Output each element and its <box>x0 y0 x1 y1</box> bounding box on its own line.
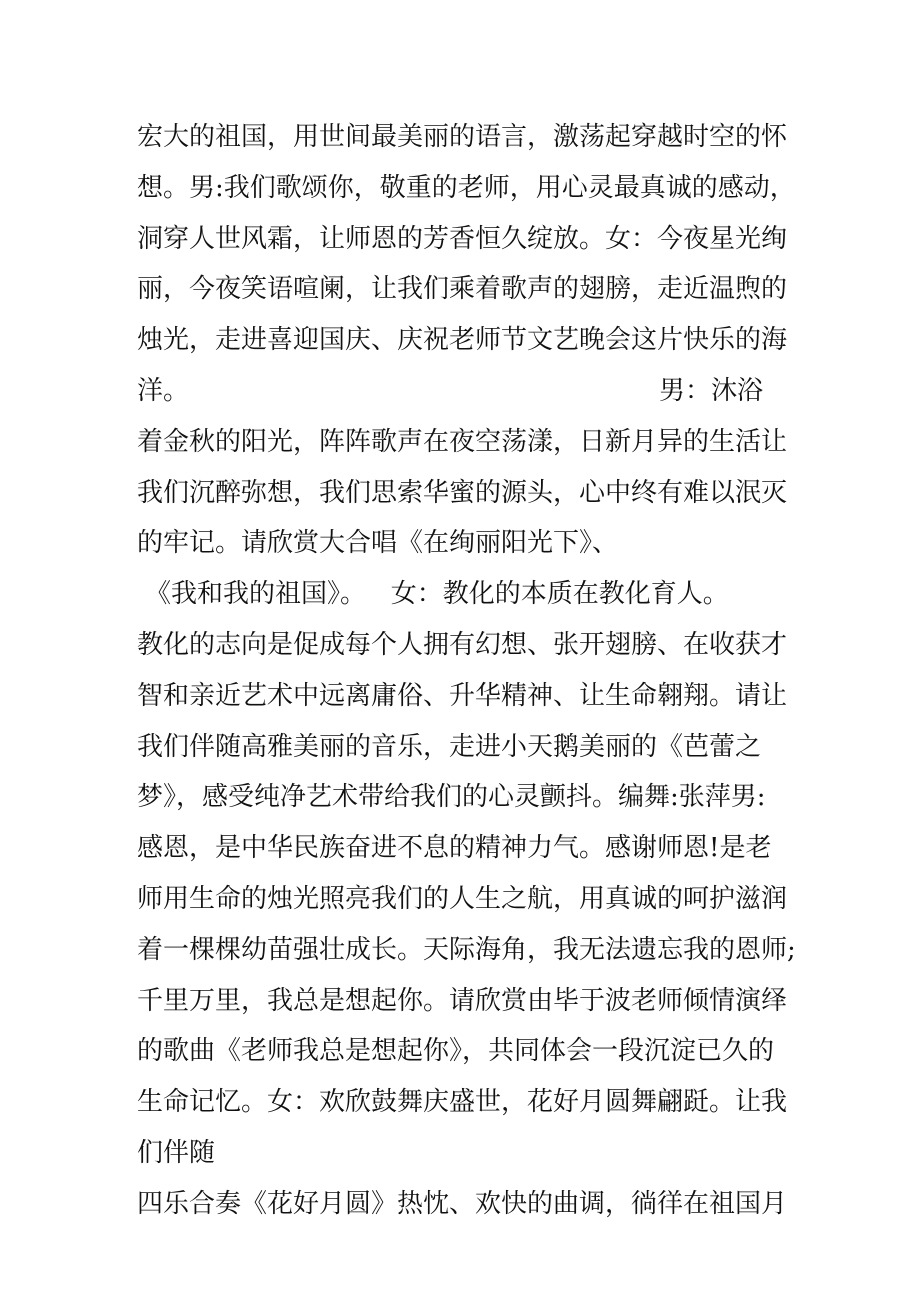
text-line-3: 洞穿人世风霜，让师恩的芳香恒久绽放。女：今夜星光绚 <box>137 223 788 254</box>
text-line-16: 师用生命的烛光照亮我们的人生之航，用真诚的呵护滋润 <box>137 883 788 914</box>
body-text <box>137 112 797 1230</box>
text-line-15: 感恩，是中华民族奋进不息的精神力气。感谢师恩!是老 <box>137 833 772 864</box>
text-line-11: 教化的志向是促成每个人拥有幻想、张开翅膀、在收获才 <box>137 629 788 660</box>
text-line-6 <box>137 366 797 417</box>
text-line-18: 千里万里，我总是想起你。请欣赏由毕于波老师倾情演绎 <box>137 985 788 1016</box>
text-line-8: 我们沉醉弥想，我们思索华蜜的源头，心中终有难以泯灭 <box>137 477 788 508</box>
text-line-10: 《我和我的祖国》。 女：教化的本质在教化育人。 <box>145 579 729 610</box>
text-line-2: 想。男:我们歌颂你，敬重的老师，用心灵最真诚的感动， <box>137 172 796 203</box>
text-line-6-left: 洋。 <box>137 375 190 406</box>
text-line-17: 着一棵棵幼苗强壮成长。天际海角，我无法遗忘我的恩师; <box>137 934 796 965</box>
text-line-20: 生命记忆。女：欢欣鼓舞庆盛世，花好月圆舞翩跹。让我 <box>137 1087 788 1118</box>
text-line-14: 梦》，感受纯净艺术带给我们的心灵颤抖。编舞:张萍男: <box>137 782 766 813</box>
text-line-5: 烛光，走进喜迎国庆、庆祝老师节文艺晚会这片快乐的海 <box>137 325 788 356</box>
text-line-1: 宏大的祖国，用世间最美丽的语言，激荡起穿越时空的怀 <box>137 122 788 152</box>
text-line-7: 着金秋的阳光，阵阵歌声在夜空荡漾，日新月异的生活让 <box>137 426 788 457</box>
text-line-19: 的歌曲《老师我总是想起你》，共同体会一段沉淀已久的 <box>137 1036 775 1067</box>
text-line-9: 的牢记。请欣赏大合唱《在绚丽阳光下》、 <box>137 528 619 559</box>
text-line-21: 们伴随 <box>137 1137 216 1168</box>
text-line-22: 四乐合奏《花好月圆》热忱、欢快的曲调，徜徉在祖国月 <box>137 1188 788 1219</box>
text-line-6-right: 男：沐浴 <box>659 375 764 406</box>
text-line-13: 我们伴随高雅美丽的音乐，走进小天鹅美丽的《芭蕾之 <box>137 731 762 762</box>
text-line-12: 智和亲近艺术中远离庸俗、升华精神、让生命翱翔。请让 <box>137 680 788 711</box>
text-line-4: 丽，今夜笑语喧阑，让我们乘着歌声的翅膀，走近温煦的 <box>137 274 788 305</box>
